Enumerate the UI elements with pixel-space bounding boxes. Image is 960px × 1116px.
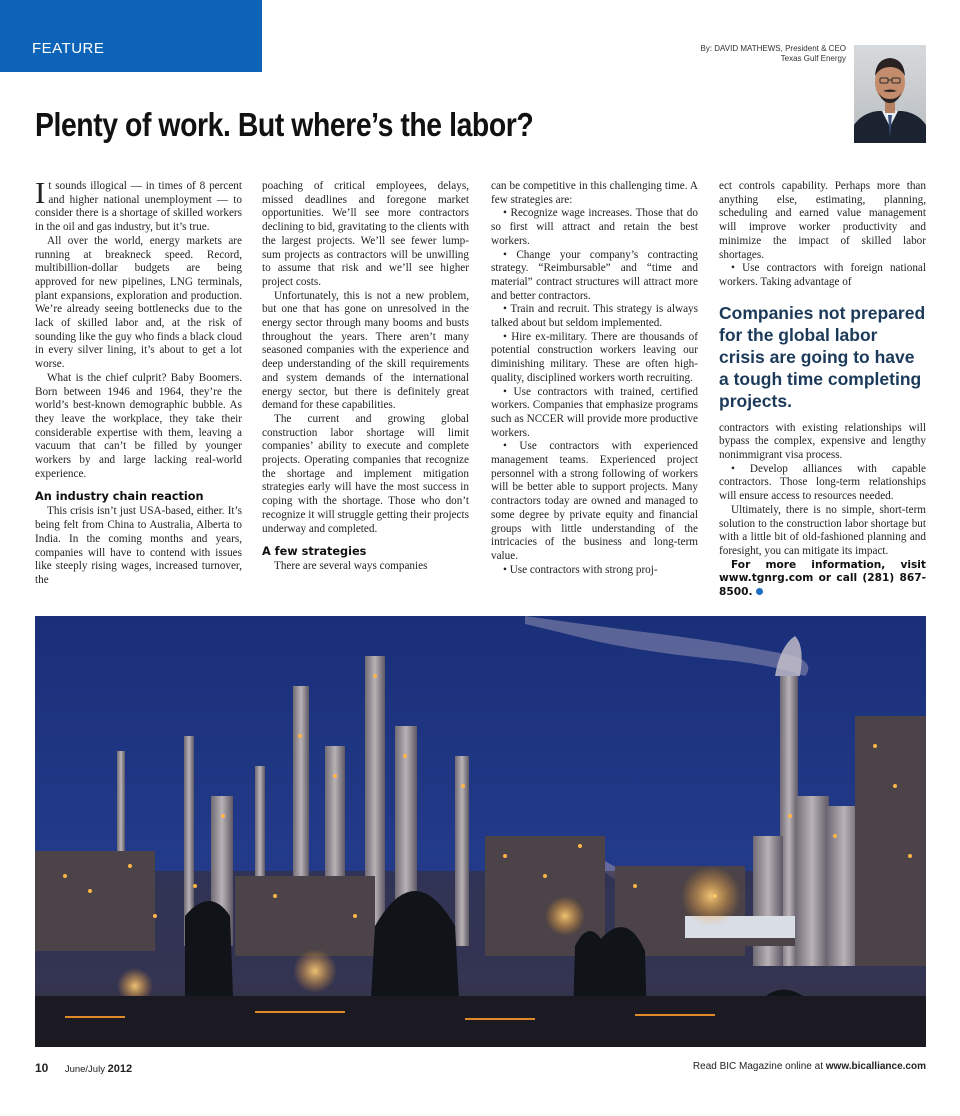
paragraph: ect controls capability. Perhaps more than anything else, estimating, planning, scheduling and earned value management will improve worker productivity and minimize the impact of skilled labor shortages. [719,180,926,261]
article-column-4 [719,180,926,599]
byline-author: By: DAVID MATHEWS, President & CEO [700,44,846,53]
bullet-item: • Use contractors with experienced management teams. Experienced project personnel with a strong following of workers will be better able to support projects. Many contractors today are owned and managed to some degree by private equity and financial groups with little understanding of the intricacies of the business and long-term value. [491,440,698,562]
footer-left [35,1059,132,1077]
author-portrait [854,45,926,143]
paragraph: Ultimately, there is no simple, short-term solution to the construction labor shortage but with a little bit of old-fashioned planning and foresight, you can mitigate its impact. [719,503,926,557]
article-column-1 [35,175,242,588]
page-number: 10 [35,1061,49,1075]
bullet-item: • Train and recruit. This strategy is always talked about but seldom implemented. [491,303,698,330]
paragraph: The current and growing global construction labor shortage will limit companies’ ability to execute and complete projects. Operating companies that recognize the shortage and implement mitigation strategies early will have the most success in coping with the shortage. Those who don’t recognize it will struggle getting their projects underway and completed. [262,412,469,535]
article-column-2 [262,180,469,574]
paragraph: contractors with existing relationships will bypass the complex, expensive and lengthy nonimmigrant visa process. [719,421,926,462]
issue-date: June/July 2012 [64,1063,133,1075]
bullet-item: • Use contractors with trained, certified workers. Companies that emphasize programs such as NCCER will provide more productive workers. [491,385,698,439]
drop-cap: I [35,175,46,210]
footer-right [693,1061,926,1072]
paragraph: There are several ways companies [274,560,428,573]
paragraph: It sounds illogical — in times of 8 percent and higher national unemployment — to consider there is a shortage of skilled workers in the oil and gas industry, but it’s true. [35,175,242,234]
website-link[interactable]: www.bicalliance.com [825,1061,926,1072]
byline-company: Texas Gulf Energy [780,54,846,63]
bullet-item: • Use contractors with foreign national workers. Taking advantage of [719,262,926,288]
paragraph: poaching of critical employees, delays, missed deadlines and foregone market opportunities. We’ll see more contractors declining to bid, gravitating to the clients with the largest projects. We’ll see fewer lump-sum projects as contractors will be unwilling to assume that risk and we’ll see higher project costs. [262,180,469,288]
paragraph: Unfortunately, this is not a new problem, but one that has gone on unresolved in the energy sector through many booms and busts throughout the years. There aren’t many seasoned companies with the experience and deep understanding of the skill requirements and system demands of the international energy sector, but there is definitely great demand for these capabilities. [262,289,469,412]
bullet-item: • Recognize wage increases. Those that do so first will attract and retain the best workers. [491,207,698,247]
paragraph: What is the chief culprit? Baby Boomers. Born between 1946 and 1964, they’re the world’s best-known demographic bubble. As they leave the workplace, they take their considerable expertise with them, leaving a vacuum that can’t be filled by younger workers by and large lacking real-world experience. [35,371,242,480]
subheading: An industry chain reaction [35,490,204,504]
bullet-item: • Develop alliances with capable contractors. Those long-term relationships will ensure access to resources needed. [719,462,926,503]
footer-read-prefix: Read BIC Magazine online at [692,1061,823,1072]
section-tab [0,0,262,72]
more-info: For more information, visit www.tgnrg.com or call (281) 867-8500. [719,558,926,598]
pull-quote: Companies not prepared for the global labor crisis are going to have a tough time completing projects. [719,302,926,411]
bullet-item: • Change your company’s contracting strategy. “Reimbursable” and “time and material” contract structures will attract more and better contractors. [491,248,698,302]
headline: Plenty of work. But where’s the labor? [35,106,534,143]
author-portrait-image [854,45,926,143]
refinery-night-photo [35,616,926,1047]
end-mark-icon [756,588,763,595]
paragraph: can be competitive in this challenging time. A few strategies are: [491,180,698,206]
bullet-item: • Hire ex-military. There are thousands of potential construction workers leaving our diminishing military. These are often high-quality, disciplined workers worth recruiting. [491,330,698,384]
subheading: A few strategies [262,545,367,559]
article-column-3 [491,180,698,577]
paragraph: All over the world, energy markets are running at breakneck speed. Record, multibillion-dollar budgets are being approved for new pipelines, LNG terminals, plant expansions, exploration and production. We’re already seeing bottlenecks due to the lack of skilled labor and, at the risk of sounding like the guy who finds a black cloud in every silver lining, it’s about to get a lot worse. [35,234,242,371]
section-tab-label: FEATURE [32,40,105,57]
byline [700,44,846,64]
paragraph: This crisis isn’t just USA-based, either. It’s being felt from China to Australia, Alberta to India. In the coming months and years, companies will have to contend with issues like steeply rising wages, increased turnover, the [35,505,242,586]
refinery-illustration [35,616,926,1047]
bullet-item: • Use contractors with strong proj- [503,563,658,576]
